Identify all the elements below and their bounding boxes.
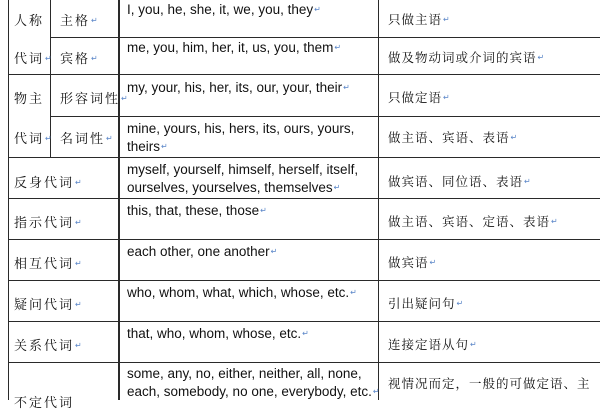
return-mark-icon: ↵ [537, 53, 545, 62]
pronoun-text: me, you, him, her, it, us, you, them [127, 40, 334, 55]
row-divider [8, 74, 600, 75]
return-mark-icon: ↵ [161, 142, 168, 151]
pronoun-list [127, 162, 375, 198]
return-mark-icon: ↵ [45, 54, 52, 63]
usage-text [388, 48, 544, 66]
usage-text [388, 335, 477, 353]
label-text: 关系代词 [14, 339, 75, 354]
pronoun-text: ourselves, yourselves, themselves [127, 180, 333, 195]
pronoun-text: theirs [127, 139, 161, 154]
label-text: 反身代词 [14, 176, 75, 191]
row-divider [8, 239, 600, 240]
row-divider [8, 157, 600, 158]
pronoun-list [127, 366, 380, 400]
return-mark-icon: ↵ [524, 177, 531, 186]
category-label [14, 212, 82, 231]
pronoun-list [127, 40, 341, 55]
row-divider [50, 116, 600, 117]
pronoun-list [127, 326, 309, 341]
return-mark-icon: ↵ [470, 340, 477, 349]
return-mark-icon: ↵ [121, 94, 128, 103]
row-divider [8, 280, 600, 281]
return-mark-icon: ↵ [91, 16, 98, 25]
return-mark-icon: ↵ [75, 259, 82, 268]
row-divider [8, 198, 600, 199]
pronoun-list [127, 285, 357, 300]
row-divider [8, 321, 600, 322]
subcategory-label [60, 128, 113, 147]
category-label [14, 88, 44, 107]
row-divider [50, 37, 600, 38]
category-label [14, 294, 82, 313]
pronoun-text: who, whom, what, which, whose, etc. [127, 285, 350, 300]
return-mark-icon: ↵ [75, 178, 82, 187]
pronoun-text: some, any, no, either, neither, all, none, [127, 366, 362, 381]
label-text: 代词 [14, 132, 45, 147]
return-mark-icon: ↵ [260, 206, 267, 215]
label-text: 人称 [14, 14, 45, 29]
return-mark-icon: ↵ [334, 43, 342, 52]
label-text: 代词 [14, 52, 45, 67]
usage-text-value: 只做定语 [388, 90, 443, 105]
column-divider [378, 0, 379, 400]
usage-text-value: 连接定语从句 [388, 337, 470, 352]
usage-text [388, 172, 531, 190]
label-text: 物主 [14, 92, 45, 107]
return-mark-icon: ↵ [75, 218, 82, 227]
label-text: 相互代词 [14, 257, 75, 272]
label-text: 宾格 [60, 52, 91, 67]
label-text: 指示代词 [14, 216, 75, 231]
pronoun-text: I, you, he, she, it, we, you, they [127, 2, 314, 17]
usage-text [388, 294, 463, 312]
usage-text [388, 88, 450, 106]
label-text: 疑问代词 [14, 298, 75, 313]
return-mark-icon: ↵ [106, 134, 113, 143]
pronoun-text: this, that, these, those [127, 203, 260, 218]
return-mark-icon: ↵ [372, 387, 380, 396]
return-mark-icon: ↵ [75, 341, 82, 350]
label-text: 形容词性 [60, 92, 121, 107]
usage-text-value: 做及物动词或介词的宾语 [388, 50, 537, 65]
label-text: 名词性 [60, 132, 106, 147]
category-label [14, 172, 82, 191]
return-mark-icon: ↵ [443, 15, 450, 24]
usage-text [388, 10, 450, 28]
return-mark-icon: ↵ [302, 329, 309, 338]
usage-text [388, 212, 558, 230]
category-label [14, 48, 52, 67]
label-text: 主格 [60, 14, 91, 29]
subcategory-label [60, 88, 128, 107]
return-mark-icon: ↵ [343, 83, 350, 92]
return-mark-icon: ↵ [443, 93, 450, 102]
return-mark-icon: ↵ [333, 183, 341, 192]
pronoun-text: each other, one another [127, 244, 270, 259]
return-mark-icon: ↵ [91, 54, 98, 63]
pronoun-text: that, who, whom, whose, etc. [127, 326, 302, 341]
return-mark-icon: ↵ [75, 300, 82, 309]
pronoun-list [127, 203, 267, 218]
pronoun-list [127, 80, 350, 95]
usage-text [388, 374, 591, 392]
category-label [14, 10, 44, 29]
column-divider [8, 0, 9, 400]
pronoun-list [127, 2, 321, 17]
pronoun-text: myself, yourself, himself, herself, itself, [127, 162, 359, 177]
return-mark-icon: ↵ [551, 217, 558, 226]
return-mark-icon: ↵ [510, 133, 518, 142]
category-label [14, 392, 74, 411]
return-mark-icon: ↵ [270, 247, 278, 256]
label-text: 不定代词 [14, 396, 75, 411]
return-mark-icon: ↵ [45, 134, 52, 143]
category-label [14, 128, 52, 147]
usage-text [388, 128, 517, 146]
subcategory-label [60, 48, 98, 67]
usage-text-value: 引出疑问句 [388, 296, 456, 311]
return-mark-icon: ↵ [314, 5, 321, 14]
usage-text-value: 做主语、宾语、表语 [388, 130, 510, 145]
category-label [14, 253, 82, 272]
row-divider [8, 362, 600, 363]
pronoun-text: each, somebody, no one, everybody, etc. [127, 384, 372, 399]
return-mark-icon: ↵ [456, 299, 464, 308]
usage-text-value: 只做主语 [388, 12, 443, 27]
return-mark-icon: ↵ [350, 288, 357, 297]
category-label [14, 335, 82, 354]
usage-text-value: 做主语、宾语、定语、表语 [388, 214, 551, 229]
usage-text-value: 做宾语、同位语、表语 [388, 174, 524, 189]
usage-text-value: 视情况而定，一般的可做定语、主 [388, 376, 591, 391]
return-mark-icon: ↵ [429, 258, 437, 267]
subcategory-label [60, 10, 98, 29]
pronoun-text: my, your, his, her, its, our, your, their [127, 80, 343, 95]
pronoun-list [127, 244, 277, 259]
column-divider [118, 0, 120, 400]
usage-text [388, 253, 436, 271]
pronoun-text: mine, yours, his, hers, its, ours, yours, [127, 121, 355, 136]
usage-text-value: 做宾语 [388, 255, 429, 270]
pronoun-list [127, 121, 375, 157]
